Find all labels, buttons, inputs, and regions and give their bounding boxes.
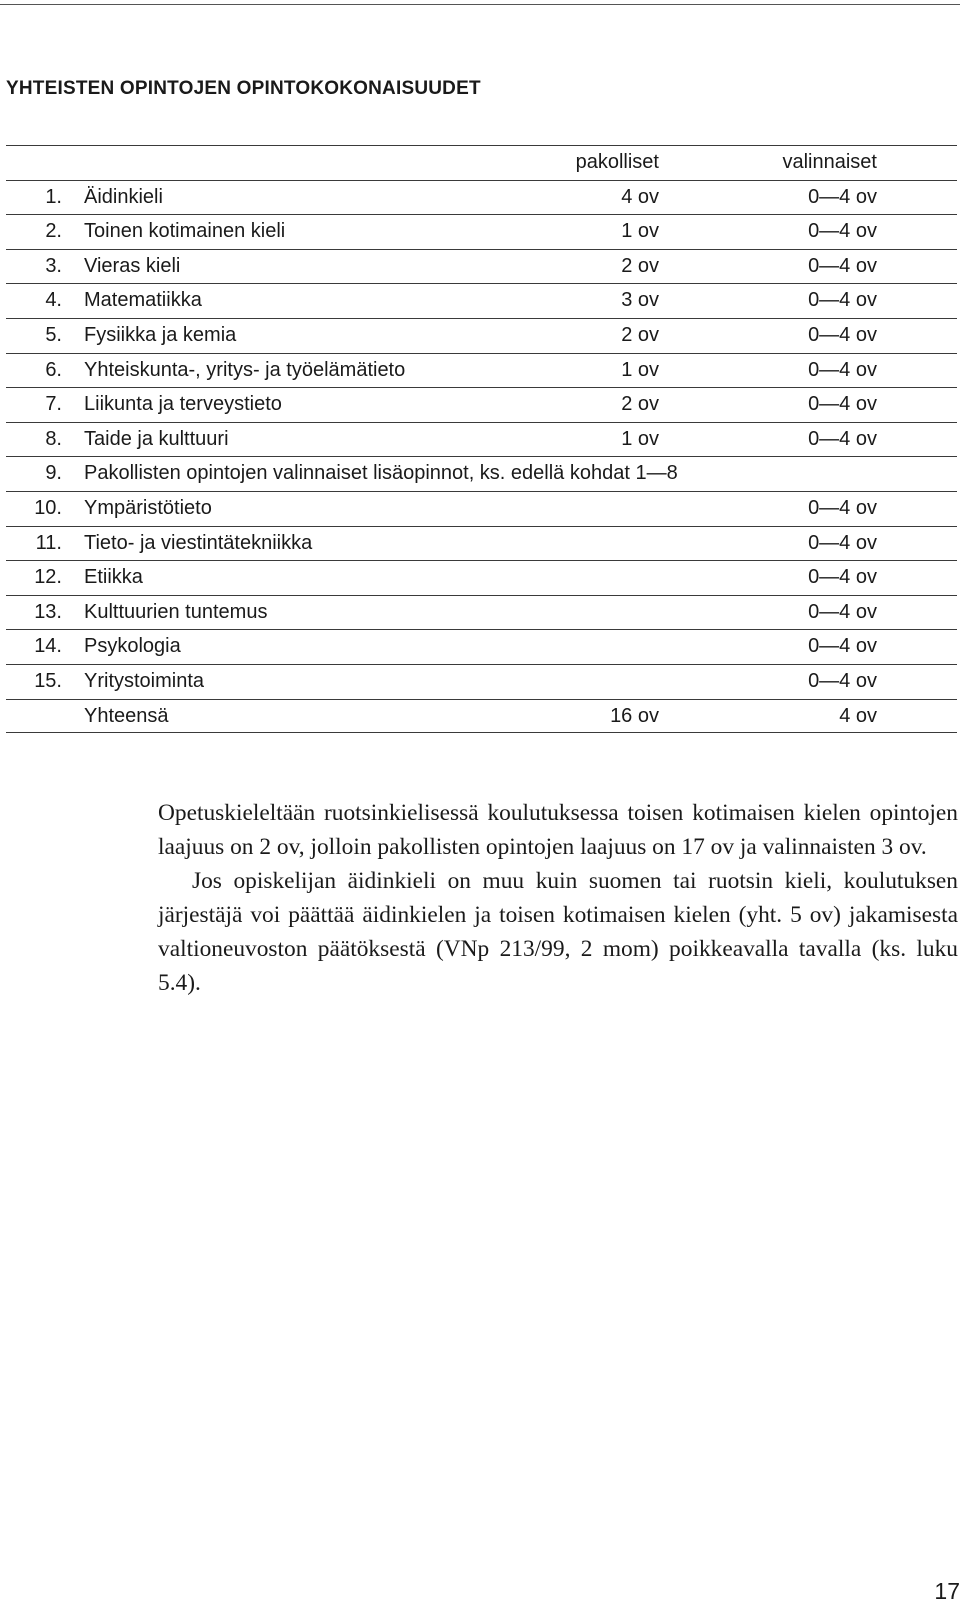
subject-name: Vieras kieli (84, 254, 181, 277)
table-body (6, 180, 957, 699)
table-header-row (6, 145, 957, 180)
optional-credits: 0—4 ov (808, 496, 877, 519)
table-row (6, 353, 957, 388)
subject-name: Liikunta ja terveystieto (84, 393, 282, 416)
total-mandatory: 16 ov (610, 704, 659, 727)
row-number: 6. (45, 358, 62, 381)
subject-name: Matematiikka (84, 289, 202, 312)
subject-name: Kulttuurien tuntemus (84, 600, 268, 623)
optional-credits: 0—4 ov (808, 566, 877, 589)
mandatory-credits: 1 ov (621, 358, 659, 381)
row-number: 8. (45, 427, 62, 450)
mandatory-credits: 3 ov (621, 289, 659, 312)
subject-name: Psykologia (84, 635, 181, 658)
table-row (6, 595, 957, 630)
subject-name: Toinen kotimainen kieli (84, 220, 286, 243)
row-number: 12. (34, 566, 62, 589)
table-row (6, 491, 957, 526)
subject-name: Pakollisten opintojen valinnaiset lisäopinnot, ks. edellä kohdat 1—8 (84, 462, 678, 485)
row-number: 13. (34, 600, 62, 623)
table-row (6, 180, 957, 215)
table-row (6, 283, 957, 318)
table-row (6, 422, 957, 457)
paragraph: Jos opiskelijan äidinkieli on muu kuin suomen tai ruotsin kieli, koulutuksen järjestäjä voi päättää äidinkielen ja toisen kotimaisen kielen (yht. 5 ov) jakamisesta valtioneuvoston päätöksestä (VNp 213/99, 2 mom) poikkeavalla tavalla (ks. luku 5.4). (158, 867, 958, 996)
optional-credits: 0—4 ov (808, 220, 877, 243)
column-header-optional: valinnaiset (782, 151, 877, 173)
row-number: 7. (45, 393, 62, 416)
table-row (6, 387, 957, 422)
row-number: 14. (34, 635, 62, 658)
row-number: 11. (35, 531, 62, 554)
section-heading: YHTEISTEN OPINTOJEN OPINTOKOKONAISUUDET (6, 78, 481, 99)
total-optional: 4 ov (839, 704, 877, 727)
paragraph: Opetuskieleltään ruotsinkielisessä koulutuksessa toisen kotimaisen kielen opintojen laajuus on 2 ov, jolloin pakollisten opintojen laajuus on 17 ov ja valinnaisten 3 ov. (158, 800, 958, 860)
body-text (158, 797, 958, 1000)
study-modules-table (6, 145, 957, 733)
mandatory-credits: 1 ov (621, 427, 659, 450)
subject-name: Äidinkieli (84, 185, 163, 208)
row-number: 5. (45, 323, 62, 346)
table-row (6, 526, 957, 561)
mandatory-credits: 2 ov (621, 254, 659, 277)
mandatory-credits: 2 ov (621, 323, 659, 346)
optional-credits: 0—4 ov (808, 358, 877, 381)
table-total-row (6, 699, 957, 734)
page-number: 17 (934, 1578, 960, 1604)
optional-credits: 0—4 ov (808, 254, 877, 277)
row-number: 15. (34, 669, 62, 692)
mandatory-credits: 4 ov (621, 185, 659, 208)
mandatory-credits: 1 ov (621, 220, 659, 243)
optional-credits: 0—4 ov (808, 185, 877, 208)
subject-name: Etiikka (84, 566, 143, 589)
row-number: 10. (34, 496, 62, 519)
table-row (6, 249, 957, 284)
total-label: Yhteensä (84, 704, 169, 727)
optional-credits: 0—4 ov (808, 323, 877, 346)
row-number: 4. (45, 289, 62, 312)
subject-name: Fysiikka ja kemia (84, 323, 237, 346)
subject-name: Ympäristötieto (84, 496, 212, 519)
table-row (6, 664, 957, 699)
optional-credits: 0—4 ov (808, 600, 877, 623)
row-number: 3. (45, 254, 62, 277)
optional-credits: 0—4 ov (808, 289, 877, 312)
subject-name: Yhteiskunta-, yritys- ja työelämätieto (84, 358, 406, 381)
table-row (6, 214, 957, 249)
table-row (6, 560, 957, 595)
column-header-mandatory: pakolliset (575, 151, 659, 173)
row-number: 9. (45, 462, 62, 485)
table-row (6, 318, 957, 353)
subject-name: Taide ja kulttuuri (84, 427, 229, 450)
subject-name: Tieto- ja viestintätekniikka (84, 531, 313, 554)
row-number: 1. (45, 185, 62, 208)
mandatory-credits: 2 ov (621, 393, 659, 416)
table-row (6, 629, 957, 664)
optional-credits: 0—4 ov (808, 531, 877, 554)
optional-credits: 0—4 ov (808, 393, 877, 416)
row-number: 2. (45, 220, 62, 243)
subject-name: Yritystoiminta (84, 669, 205, 692)
optional-credits: 0—4 ov (808, 427, 877, 450)
optional-credits: 0—4 ov (808, 635, 877, 658)
top-rule (0, 4, 960, 5)
optional-credits: 0—4 ov (808, 669, 877, 692)
table-row (6, 456, 957, 491)
